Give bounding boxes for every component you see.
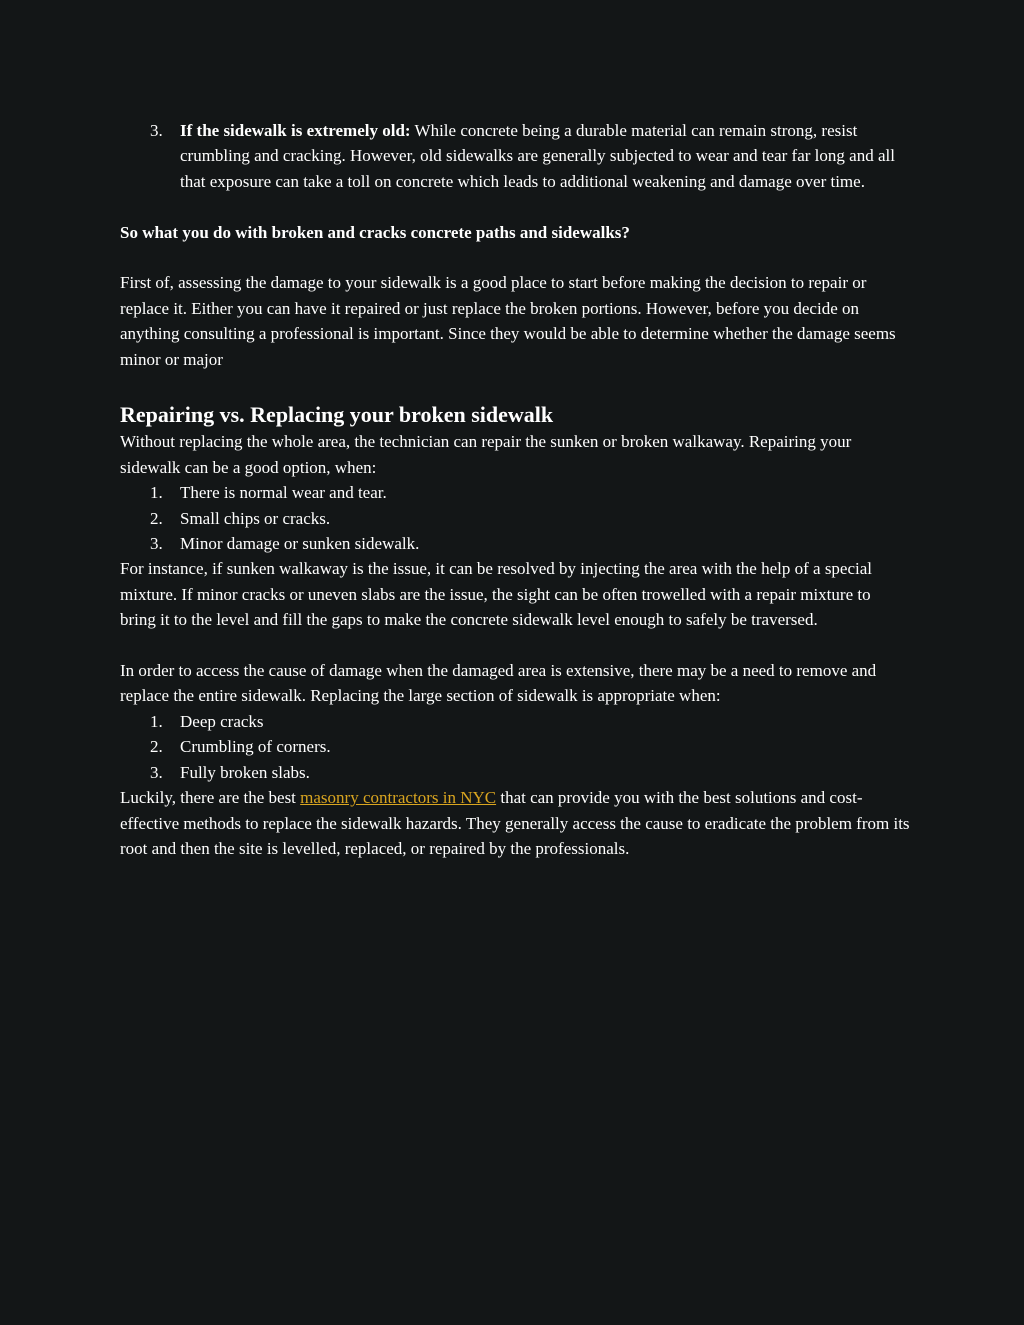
list-number: 2. xyxy=(150,508,163,528)
list-item-text: Deep cracks xyxy=(180,711,264,731)
list-item-text: There is normal wear and tear. xyxy=(180,483,387,503)
list-item xyxy=(120,709,910,734)
list-number: 2. xyxy=(150,737,163,757)
list-item-text: Fully broken slabs. xyxy=(180,762,310,782)
masonry-contractors-link[interactable]: masonry contractors in NYC xyxy=(300,788,497,808)
list-number: 3. xyxy=(150,534,163,554)
list-item-text: Crumbling of corners. xyxy=(180,737,331,757)
repair-list xyxy=(120,480,910,556)
list-item-text: Minor damage or sunken sidewalk. xyxy=(180,534,420,554)
list-item xyxy=(120,118,910,194)
section-heading: Repairing vs. Replacing your broken sidewalk xyxy=(120,402,554,428)
instance-paragraph: For instance, if sunken walkaway is the issue, it can be resolved by injecting the area with the help of a special mixture. If minor cracks or uneven slabs are the issue, the sight can be often trowelled with a repair mixture to bring it to the level and fill the gaps to make the concrete sidewalk level enough to safely be traversed. xyxy=(120,559,873,630)
list-number: 3. xyxy=(150,121,163,140)
replace-list xyxy=(120,709,910,785)
list-item xyxy=(120,506,910,531)
list-item xyxy=(120,480,910,505)
list-item xyxy=(120,734,910,759)
final-text-after: that can provide you with the best solutions and cost-effective methods to replace the sidewalk hazards. They generally access the cause to eradicate the problem from its root and then the site is levelled, replaced, or repaired by the professionals. xyxy=(120,788,910,858)
list-item xyxy=(120,531,910,556)
repair-intro-paragraph: Without replacing the whole area, the technician can repair the sunken or broken walkaway. Repairing your sidewalk can be a good option, when: xyxy=(120,432,852,477)
list-number: 1. xyxy=(150,711,163,731)
assess-paragraph: First of, assessing the damage to your sidewalk is a good place to start before making the decision to repair or replace it. Either you can have it repaired or just replace the broken portions. However, before you decide on anything consulting a professional is important. Since they would be able to determine whether the damage seems minor or major xyxy=(120,273,896,369)
list-item-text: Small chips or cracks. xyxy=(180,508,331,528)
list-item-text: While concrete being a durable material can remain strong, resist crumbling and cracking. However, old sidewalks are generally subjected to wear and tear far long and all that exposure can take a toll on concrete which leads to additional weakening and damage over time. xyxy=(180,121,895,191)
list-number: 1. xyxy=(150,483,163,503)
replace-intro-paragraph: In order to access the cause of damage when the damaged area is extensive, there may be a need to remove and replace the entire sidewalk. Replacing the large section of sidewalk is appropriate when: xyxy=(120,661,877,706)
list-item xyxy=(120,760,910,785)
document-page xyxy=(120,118,910,861)
intro-list xyxy=(120,118,910,194)
question-heading: So what you do with broken and cracks concrete paths and sidewalks? xyxy=(120,222,630,242)
list-number: 3. xyxy=(150,762,163,782)
final-paragraph xyxy=(120,785,910,861)
final-text-before: Luckily, there are the best xyxy=(120,788,301,808)
list-item-bold-label: If the sidewalk is extremely old: xyxy=(180,121,411,140)
